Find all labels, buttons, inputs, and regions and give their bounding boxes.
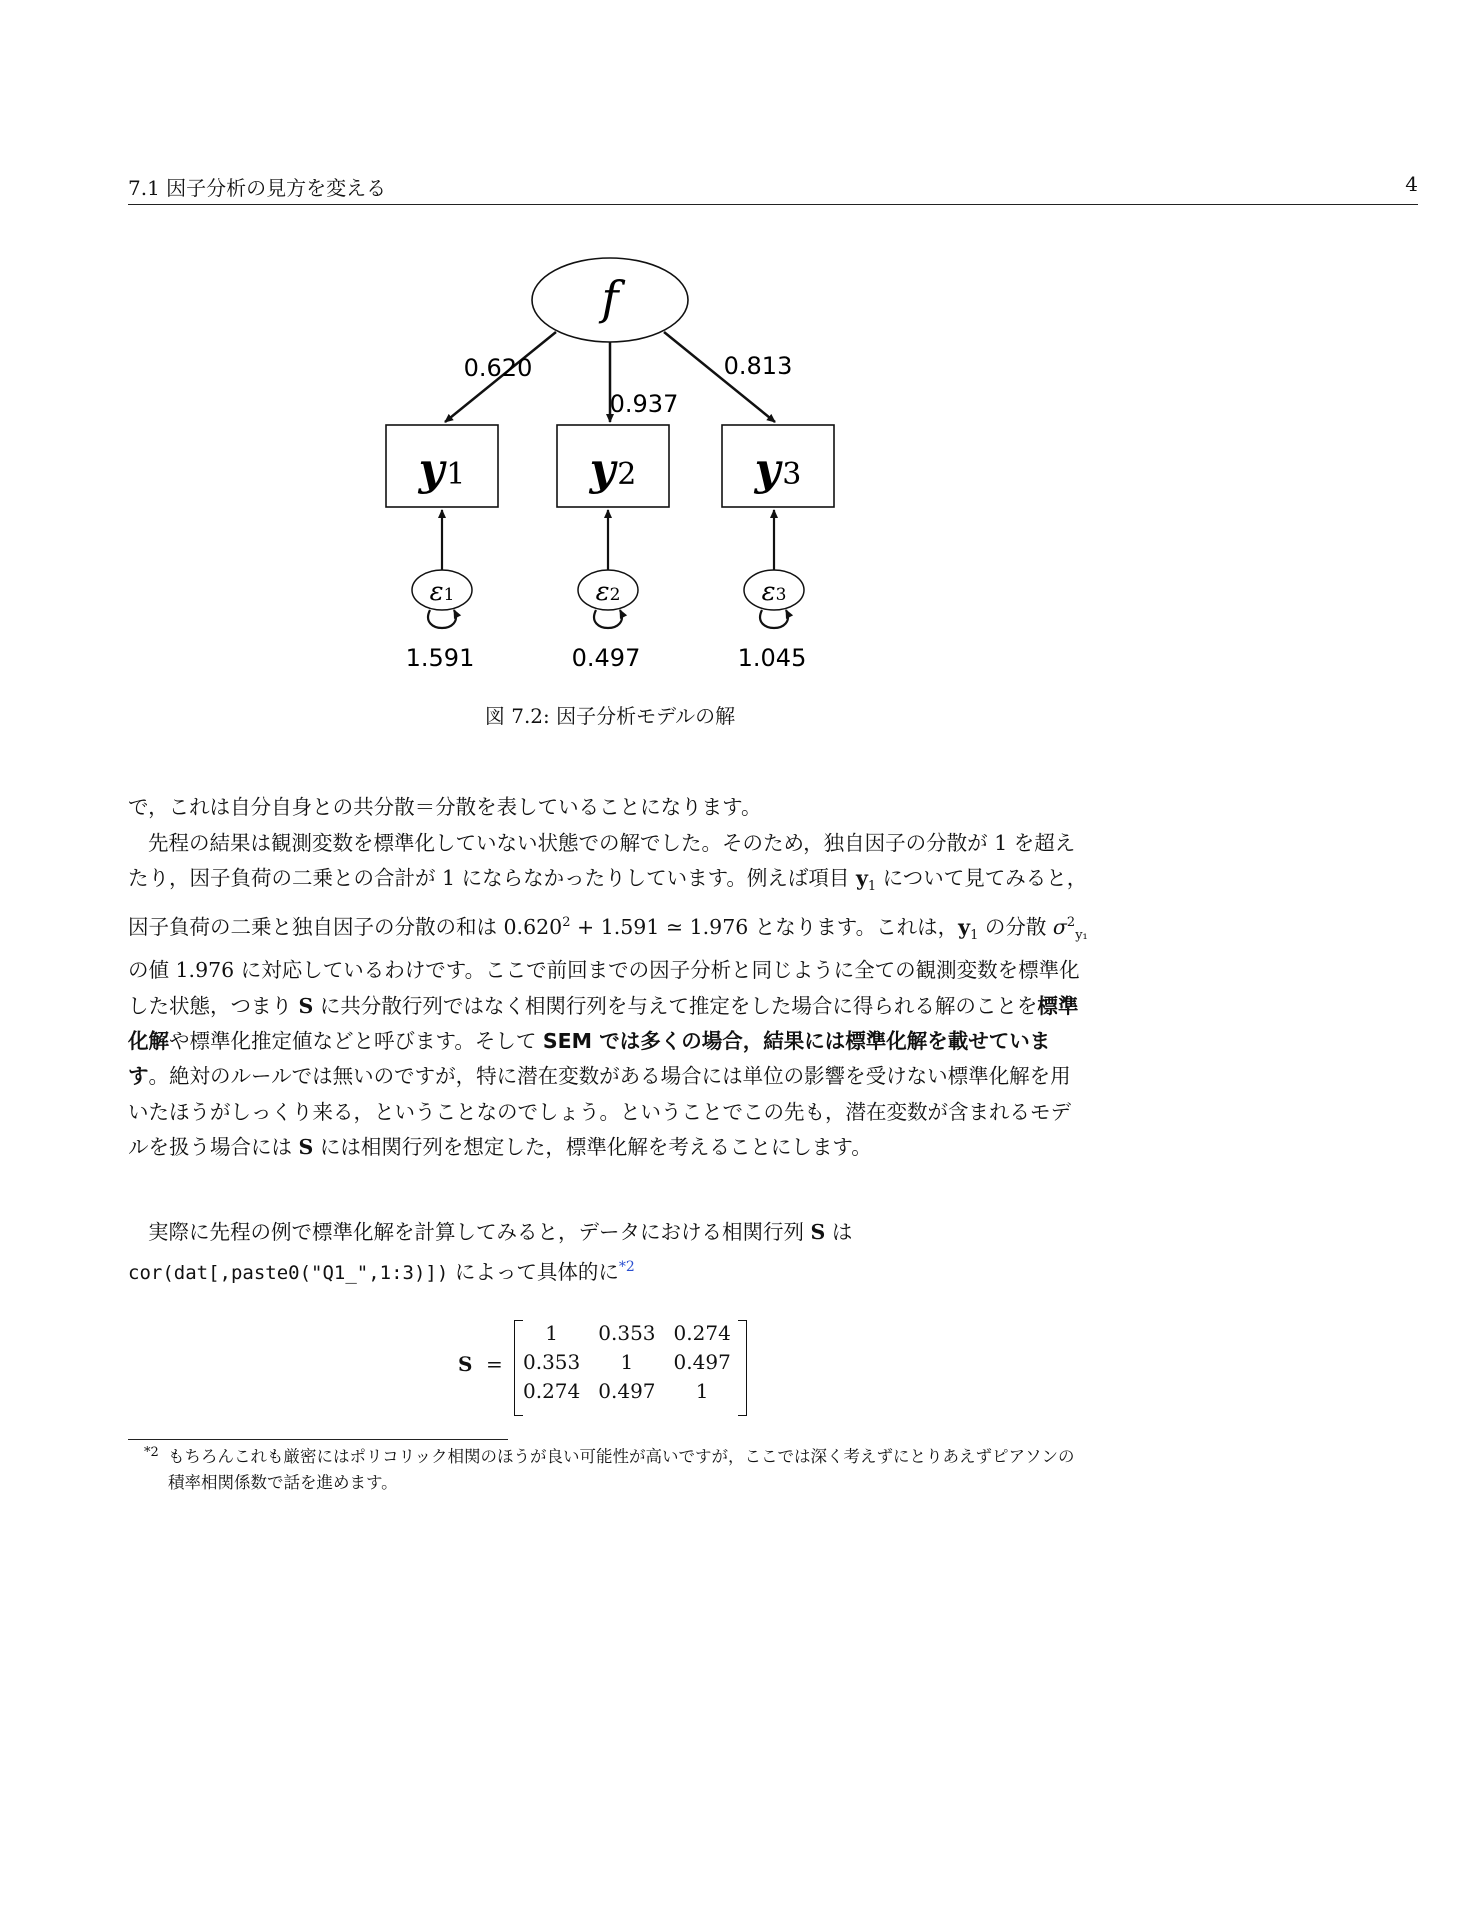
error-variance-1: 1.591 — [405, 644, 475, 672]
section-title: 7.1 因子分析の見方を変える — [128, 176, 387, 200]
equals-sign: = — [486, 1352, 503, 1376]
variance-loop-2 — [594, 610, 622, 628]
paragraph-3: 実際に先程の例で標準化解を計算してみると，データにおける相関行列 S は cor(dat[,paste0("Q1_",1:3)]) によって具体的に$^{*2}$ — [128, 1220, 853, 1285]
matrix-cell: 1 — [695, 1378, 709, 1403]
matrix-cell: 0.353 — [523, 1349, 581, 1374]
correlation-matrix — [458, 1318, 758, 1418]
item-label-1: y1 — [418, 444, 466, 495]
paragraph-1: で，これは自分自身との共分散＝分散を表していることになります。 — [128, 795, 762, 819]
factor-model-figure — [360, 250, 860, 728]
loading-label-2: 0.937 — [609, 390, 679, 418]
matrix-cell: 1 — [545, 1320, 558, 1345]
variance-loop-3 — [760, 610, 788, 628]
matrix-row — [514, 1376, 740, 1405]
matrix-cell: 0.274 — [673, 1320, 731, 1345]
footnote-rule — [128, 1439, 508, 1440]
matrix-body — [514, 1318, 740, 1405]
error-label-2: ε2 — [595, 577, 621, 607]
matrix-row — [514, 1347, 740, 1376]
running-header — [128, 172, 1418, 205]
page-number: 4 — [1405, 172, 1418, 196]
matrix-cell: 0.353 — [598, 1320, 656, 1345]
item-label-3: y3 — [754, 444, 802, 495]
matrix-cell: 1 — [620, 1349, 634, 1374]
matrix-symbol: S — [458, 1352, 473, 1376]
loading-label-1: 0.620 — [463, 354, 533, 382]
path-diagram — [360, 250, 860, 690]
footnote-text: もちろんこれも厳密にはポリコリック相関のほうが良い可能性が高いですが，ここでは深く考えずにとりあえずピアソンの積率相関係数で話を進めます。 — [168, 1447, 1075, 1492]
right-bracket — [738, 1320, 747, 1416]
error-label-1: ε1 — [429, 577, 455, 607]
item-label-2: y2 — [589, 444, 637, 495]
paragraph-2: 先程の結果は観測変数を標準化していない状態での解でした。そのため，独自因子の分散が 1 を超えたり，因子負荷の二乗との合計が 1 にならなかったりしています。例えば項目 $y_1$ について見てみると，因子負荷の二乗と独自因子の分散の和は $0.620^2 + 1.591$ ≃ 1.976 となります。これは，$y_1$ の分散 $\sigma^2_{y_1}$ の値 1.976 に対応しているわけです。ここで前回までの因子分析と同じように全ての観測変数を標準化した状態，つまり S に共分散行列ではなく相関行列を与えて推定をした場合に得られる解のことを標準化解や標準化推定値などと呼びます。そして SEM では多くの場合，結果には標準化解を載せています。絶対のルールでは無いのですが，特に潜在変数がある場合には単位の影響を受けない標準化解を用いたほうがしっくり来る，ということなのでしょう。ということでこの先も，潜在変数が含まれるモデルを扱う場合には S には相関行列を想定した，標準化解を考えることにします。 — [128, 831, 1088, 1160]
loading-label-3: 0.813 — [723, 352, 793, 380]
matrix-row — [514, 1318, 740, 1347]
footnote — [144, 1444, 1088, 1496]
footnote-mark: *2 — [144, 1445, 159, 1460]
factor-label: f — [601, 271, 619, 325]
variance-loop-1 — [428, 610, 456, 628]
footnote-reference[interactable]: *2 — [618, 1259, 635, 1276]
error-variance-3: 1.045 — [737, 644, 807, 672]
matrix-cell: 0.497 — [598, 1378, 656, 1403]
matrix-cell: 0.497 — [673, 1349, 731, 1374]
error-label-3: ε3 — [761, 577, 787, 607]
error-variance-2: 0.497 — [571, 644, 641, 672]
matrix-cell: 0.274 — [523, 1378, 581, 1403]
figure-caption: 図 7.2: 因子分析モデルの解 — [484, 704, 736, 728]
